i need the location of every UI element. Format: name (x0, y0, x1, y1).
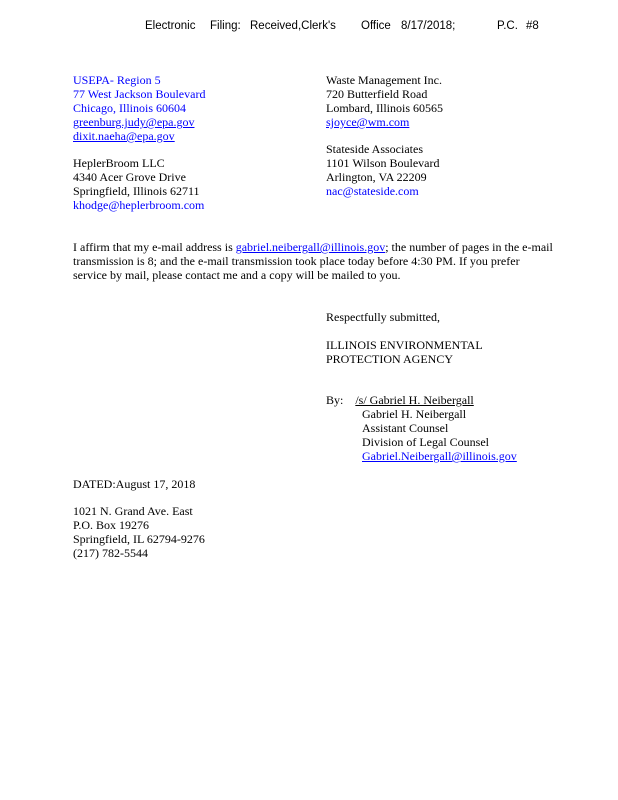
recipient-email-link[interactable]: sjoyce@wm.com (326, 115, 410, 129)
recipient-usepa (73, 73, 205, 143)
recipient-street: 77 West Jackson Boulevard (73, 87, 206, 101)
address-city: Springfield, IL 62794-9276 (73, 532, 205, 546)
signer-email-link[interactable]: Gabriel.Neibergall@illinois.gov (362, 449, 517, 463)
recipient-email-link[interactable]: khodge@heplerbroom.com (73, 198, 205, 212)
electronic-signature: /s/ Gabriel H. Neibergall (355, 393, 474, 407)
recipient-email-link[interactable]: dixit.naeha@epa.gov (73, 129, 175, 143)
header-date: 8/17/2018; (401, 20, 456, 32)
signer-name: Gabriel H. Neibergall (362, 407, 467, 421)
recipient-city: Arlington, VA 22209 (326, 170, 427, 184)
header-electronic: Electronic (145, 20, 196, 32)
address-po-box: P.O. Box 19276 (73, 518, 150, 532)
recipient-city: Lombard, Illinois 60565 (326, 101, 443, 115)
signer-title: Assistant Counsel (362, 421, 449, 435)
recipient-street: 1101 Wilson Boulevard (326, 156, 440, 170)
agency-name-line2: PROTECTION AGENCY (326, 352, 454, 366)
header-filing: Filing: (210, 20, 241, 32)
recipient-name: USEPA- Region 5 (73, 73, 161, 87)
recipient-heplerbroom (73, 156, 204, 212)
header-number: #8 (526, 20, 539, 32)
signature-block (326, 310, 483, 366)
affirmation-email-link[interactable]: gabriel.neibergall@illinois.gov (235, 240, 386, 254)
header-received: Received,Clerk's (250, 20, 336, 32)
recipient-waste-management (326, 73, 443, 129)
dated-date: August 17, 2018 (115, 477, 196, 491)
filing-header (0, 20, 618, 36)
affirmation-paragraph (73, 240, 553, 282)
recipient-stateside (326, 142, 440, 198)
header-office: Office (361, 20, 391, 32)
recipient-email-link[interactable]: nac@stateside.com (326, 184, 419, 198)
header-pc: P.C. (497, 20, 518, 32)
address-street: 1021 N. Grand Ave. East (73, 504, 193, 518)
affirmation-text: ; the number of pages in the e-mail transmission is 8; and the e-mail transmission took place today before 4:30 PM. If you prefer service by mail, please contact me and a copy will be mailed to you. (73, 240, 553, 282)
recipient-name: Stateside Associates (326, 142, 423, 156)
recipient-city: Chicago, Illinois 60604 (73, 101, 186, 115)
address-phone: (217) 782-5544 (73, 546, 148, 560)
signed-by (326, 393, 533, 407)
dated-line (73, 477, 195, 491)
signer-details (362, 407, 517, 463)
recipient-name: HeplerBroom LLC (73, 156, 165, 170)
recipient-street: 720 Butterfield Road (326, 87, 428, 101)
signer-division: Division of Legal Counsel (362, 435, 489, 449)
agency-name-line1: ILLINOIS ENVIRONMENTAL (326, 338, 483, 352)
agency-address (73, 504, 205, 560)
recipient-email-link[interactable]: greenburg.judy@epa.gov (73, 115, 195, 129)
affirmation-text: I affirm that my e-mail address is (73, 240, 236, 254)
by-label: By: (326, 393, 344, 407)
recipient-city: Springfield, Illinois 62711 (73, 184, 200, 198)
recipient-name: Waste Management Inc. (326, 73, 442, 87)
dated-label: DATED: (73, 477, 116, 491)
recipient-street: 4340 Acer Grove Drive (73, 170, 186, 184)
closing: Respectfully submitted, (326, 310, 440, 324)
